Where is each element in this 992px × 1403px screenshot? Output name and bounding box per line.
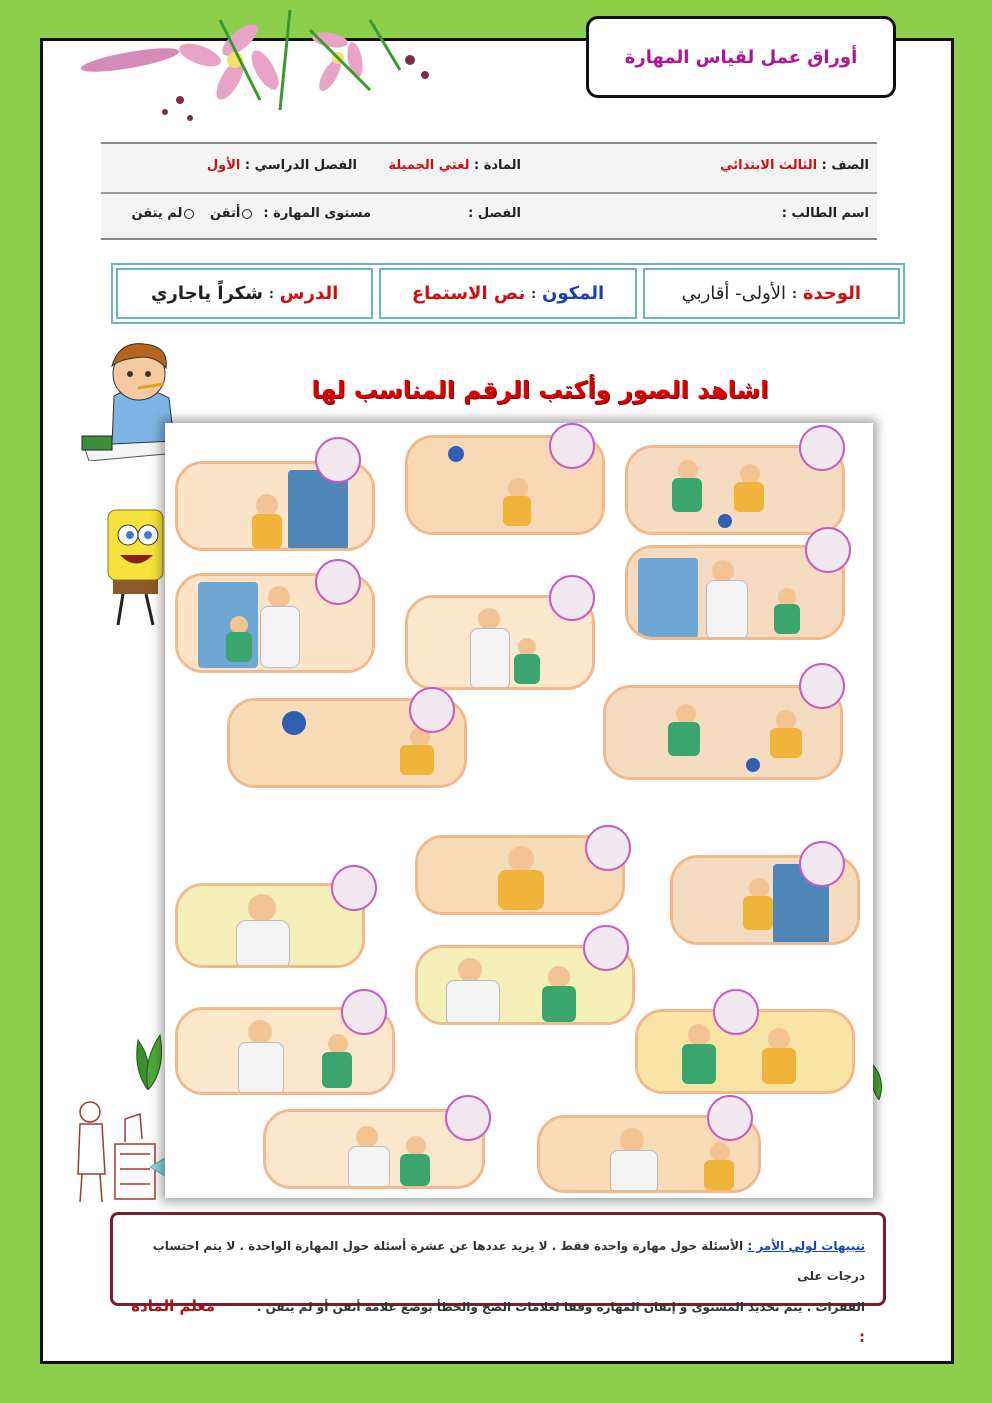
worksheet-title: أوراق عمل لقياس المهارة bbox=[624, 46, 858, 68]
notes-line-1 bbox=[131, 1231, 865, 1291]
answer-bubble-7[interactable] bbox=[409, 687, 455, 733]
answer-bubble-8[interactable] bbox=[799, 663, 845, 709]
mastered-option: أتقن bbox=[209, 206, 241, 221]
class-label: الفصل : bbox=[468, 206, 521, 221]
answer-bubble-15[interactable] bbox=[445, 1095, 491, 1141]
unit-value: الأولى- أقاربي bbox=[681, 283, 787, 304]
not-mastered-option: لم يتقن bbox=[131, 206, 183, 221]
answer-bubble-2[interactable] bbox=[549, 423, 595, 469]
notes-heading: تنبيهات لولي الأمر : bbox=[747, 1239, 865, 1253]
info-row-student bbox=[101, 192, 877, 240]
not-mastered-radio[interactable] bbox=[184, 209, 194, 219]
unit-table bbox=[111, 263, 905, 324]
grade-value: الثالث الابتدائي bbox=[720, 158, 818, 173]
grade-field bbox=[720, 158, 869, 173]
worksheet-title-box bbox=[586, 16, 896, 98]
answer-bubble-10[interactable] bbox=[585, 825, 631, 871]
answer-bubble-6[interactable] bbox=[805, 527, 851, 573]
answer-bubble-16[interactable] bbox=[707, 1095, 753, 1141]
notes-text-2: الفقرات . يتم تحديد المستوى و إتقان المهارة وفقا لعلامات الصح والخطأ بوضع علامة أتقن أو لم يتقن . bbox=[256, 1300, 865, 1314]
teacher-label: معلم المادة : bbox=[131, 1297, 865, 1346]
subject-value: لغتي الجميلة bbox=[388, 158, 470, 173]
lesson-cell: الدرس : شكراً ياجاري bbox=[116, 268, 373, 319]
subject-field bbox=[388, 158, 521, 173]
component-cell: المكون : نص الاستماع bbox=[379, 268, 636, 319]
student-name-label: اسم الطالب : bbox=[781, 206, 869, 221]
answer-bubble-1[interactable] bbox=[315, 437, 361, 483]
panel-divider bbox=[165, 796, 873, 824]
skill-level-label: مستوى المهارة : bbox=[263, 206, 371, 221]
answer-bubble-13[interactable] bbox=[341, 989, 387, 1035]
component-label: المكون bbox=[542, 283, 605, 304]
pictures-panel bbox=[165, 423, 873, 1198]
unit-cell: الوحدة : الأولى- أقاربي bbox=[643, 268, 900, 319]
component-value: نص الاستماع bbox=[411, 283, 526, 304]
exercise-instruction: اشاهد الصور وأكتب الرقم المناسب لها bbox=[311, 376, 769, 404]
term-label: الفصل الدراسي : bbox=[244, 158, 357, 173]
info-row-grade bbox=[101, 144, 877, 194]
answer-bubble-14[interactable] bbox=[713, 989, 759, 1035]
notes-text-1: الأسئلة حول مهارة واحدة فقط . لا يزيد عددها عن عشرة أسئلة حول المهارة الواحدة . لا يتم احتساب درجات على bbox=[152, 1239, 865, 1283]
answer-bubble-3[interactable] bbox=[799, 425, 845, 471]
notes-line-2 bbox=[131, 1291, 865, 1353]
unit-label: الوحدة bbox=[802, 283, 862, 304]
mastered-radio[interactable] bbox=[242, 209, 252, 219]
lesson-value: شكراً ياجاري bbox=[151, 283, 263, 304]
parent-notes-box bbox=[110, 1212, 886, 1346]
grade-label: الصف : bbox=[821, 158, 869, 173]
term-field bbox=[207, 158, 357, 173]
answer-bubble-12[interactable] bbox=[583, 925, 629, 971]
plant-illustration bbox=[128, 1030, 168, 1090]
term-value: الأول bbox=[206, 158, 241, 173]
answer-bubble-4[interactable] bbox=[315, 559, 361, 605]
answer-bubble-5[interactable] bbox=[549, 575, 595, 621]
subject-label: المادة : bbox=[473, 158, 521, 173]
class-field[interactable] bbox=[468, 206, 521, 221]
student-info-table bbox=[101, 142, 877, 240]
skill-level-field bbox=[132, 206, 371, 221]
sponge-character-illustration bbox=[98, 500, 168, 635]
flower-decoration bbox=[70, 0, 450, 135]
lesson-label: الدرس bbox=[279, 283, 339, 304]
answer-bubble-9[interactable] bbox=[331, 865, 377, 911]
answer-bubble-11[interactable] bbox=[799, 841, 845, 887]
student-name-field[interactable] bbox=[782, 206, 869, 221]
